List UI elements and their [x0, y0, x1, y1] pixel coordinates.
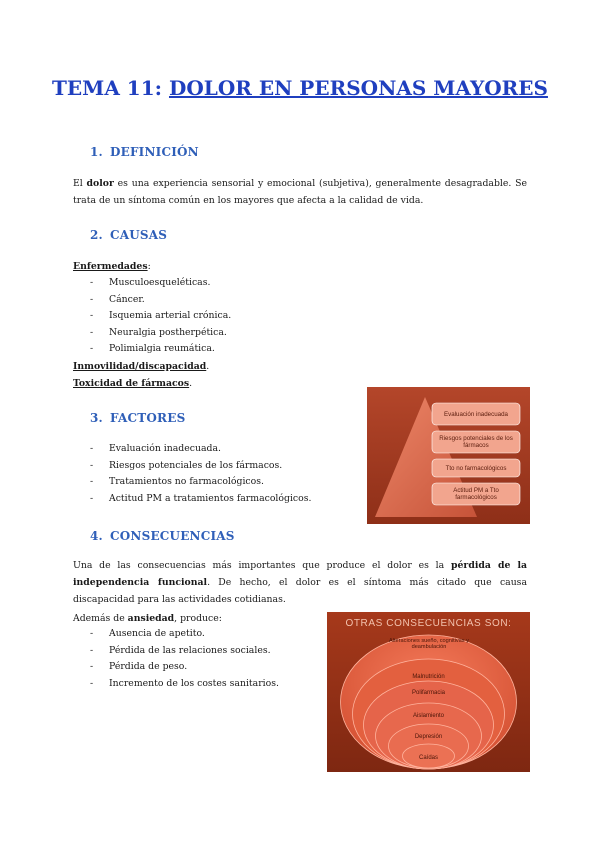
- bold-term: dolor: [86, 178, 114, 189]
- list-item-text: Musculoesqueléticas.: [109, 277, 211, 288]
- section-heading-consecuencias: [90, 529, 235, 543]
- list-item-text: Evaluación inadecuada.: [109, 443, 221, 454]
- section-title: CAUSAS: [110, 228, 168, 242]
- list-item-text: Actitud PM a tratamientos farmacológicos.: [109, 492, 312, 504]
- section-number: 2.: [90, 228, 103, 242]
- list-item-text: Incremento de los costes sanitarios.: [109, 677, 279, 689]
- title-main: DOLOR EN PERSONAS MAYORES: [168, 76, 548, 100]
- section-heading-factores: [90, 411, 185, 425]
- section-title: FACTORES: [110, 411, 186, 425]
- list-dash: -: [90, 459, 94, 471]
- list-item-text: Polimialgia reumática.: [109, 343, 215, 355]
- text-span: es una experiencia sensorial y emocional (subjetiva), generalmente desagradable. Se trata de un síntoma común en los mayores que afecta a la calidad de vida.: [73, 178, 528, 206]
- list-dash: -: [90, 310, 94, 322]
- factores-pyramid-diagram: [367, 387, 530, 524]
- label-end: .: [189, 378, 193, 389]
- page-title: [0, 76, 600, 100]
- list-item-text: Pérdida de las relaciones sociales.: [109, 644, 271, 656]
- text-span: El: [73, 178, 87, 189]
- list-item: [90, 308, 231, 325]
- list-item: [90, 676, 279, 693]
- list-dash: -: [90, 277, 94, 288]
- list-item-text: Tratamientos no farmacológicos.: [109, 476, 264, 488]
- ellipse-label: Depresión: [414, 734, 443, 740]
- list-item-text: Pérdida de peso.: [109, 661, 188, 673]
- list-item-text: Cáncer.: [109, 293, 145, 305]
- pyramid-box-label: Actitud PM a Tto farmacológicos: [453, 487, 499, 501]
- section-number: 3.: [90, 411, 103, 425]
- list-item: [90, 325, 231, 342]
- label-colon: :: [147, 261, 151, 272]
- label-end: .: [206, 361, 210, 372]
- ellipse-label: Aislamiento: [412, 713, 445, 719]
- list-dash: -: [90, 443, 94, 454]
- list-dash: -: [90, 661, 94, 673]
- otras-consecuencias-diagram: [327, 612, 530, 772]
- pyramid-box-label: Evaluación inadecuada: [444, 410, 508, 418]
- list-dash: -: [90, 677, 94, 689]
- pyramid-box-label: Tto no farmacológicos: [445, 464, 507, 472]
- list-item: [90, 659, 279, 676]
- causas-list: [90, 275, 231, 358]
- bold-term: ansiedad: [127, 613, 175, 624]
- list-item: [90, 292, 231, 309]
- definicion-paragraph: [73, 175, 527, 209]
- list-dash: -: [90, 628, 94, 639]
- list-item-text: Isquemia arterial crónica.: [109, 310, 232, 322]
- ellipse-label: Caídas: [418, 755, 439, 761]
- consecuencias-list: [90, 626, 279, 692]
- underlined-label: Enfermedades: [73, 261, 148, 272]
- section-number: 4.: [90, 529, 103, 543]
- list-item: [90, 643, 279, 660]
- list-item: [90, 474, 311, 491]
- list-dash: -: [90, 476, 94, 488]
- list-item: [90, 441, 311, 458]
- list-dash: -: [90, 343, 94, 355]
- bold-term: pérdida de la independencia funcional: [73, 560, 527, 588]
- text-span: Además de: [73, 613, 128, 624]
- list-item: [90, 275, 231, 292]
- underlined-label: Inmovilidad/discapacidad: [73, 361, 207, 372]
- list-item: [90, 341, 231, 358]
- text-span: Una de las consecuencias más importantes que produce el dolor es la: [73, 560, 451, 571]
- toxicidad-label: [73, 375, 192, 392]
- list-dash: -: [90, 492, 94, 504]
- list-dash: -: [90, 326, 94, 338]
- ansiedad-line: [73, 610, 222, 627]
- ellipse-label: Malnutrición: [412, 674, 445, 680]
- list-item: [90, 458, 311, 475]
- list-item: [90, 491, 311, 508]
- section-number: 1.: [90, 145, 103, 159]
- factores-list: [90, 441, 311, 507]
- diagram-header: OTRAS CONSECUENCIAS SON:: [345, 618, 512, 629]
- underlined-label: Toxicidad de fármacos: [73, 378, 190, 389]
- consecuencias-paragraph: [73, 557, 527, 608]
- section-heading-definicion: [90, 145, 199, 159]
- text-span: , produce:: [174, 613, 222, 624]
- ellipse-label: Polifarmacia: [411, 690, 446, 696]
- list-dash: -: [90, 293, 94, 305]
- list-item-text: Neuralgia postherpética.: [109, 326, 227, 338]
- section-title: CONSECUENCIAS: [110, 529, 235, 543]
- text-span: . De hecho, el dolor es el síntoma más citado que causa discapacidad para las actividades cotidianas.: [73, 577, 527, 605]
- list-item: [90, 626, 279, 643]
- list-item-text: Ausencia de apetito.: [109, 628, 205, 639]
- title-prefix: TEMA 11:: [52, 76, 163, 100]
- list-item-text: Riesgos potenciales de los fármacos.: [109, 459, 283, 471]
- ellipse-label: Alteraciones sueño, cognitivas y deambulación: [389, 638, 469, 651]
- enfermedades-label: [73, 258, 151, 275]
- list-dash: -: [90, 644, 94, 656]
- inmovilidad-label: [73, 358, 209, 375]
- section-heading-causas: [90, 228, 167, 242]
- section-title: DEFINICIÓN: [110, 145, 199, 159]
- pyramid-box-label: Riesgos potenciales de los fármacos: [439, 435, 513, 449]
